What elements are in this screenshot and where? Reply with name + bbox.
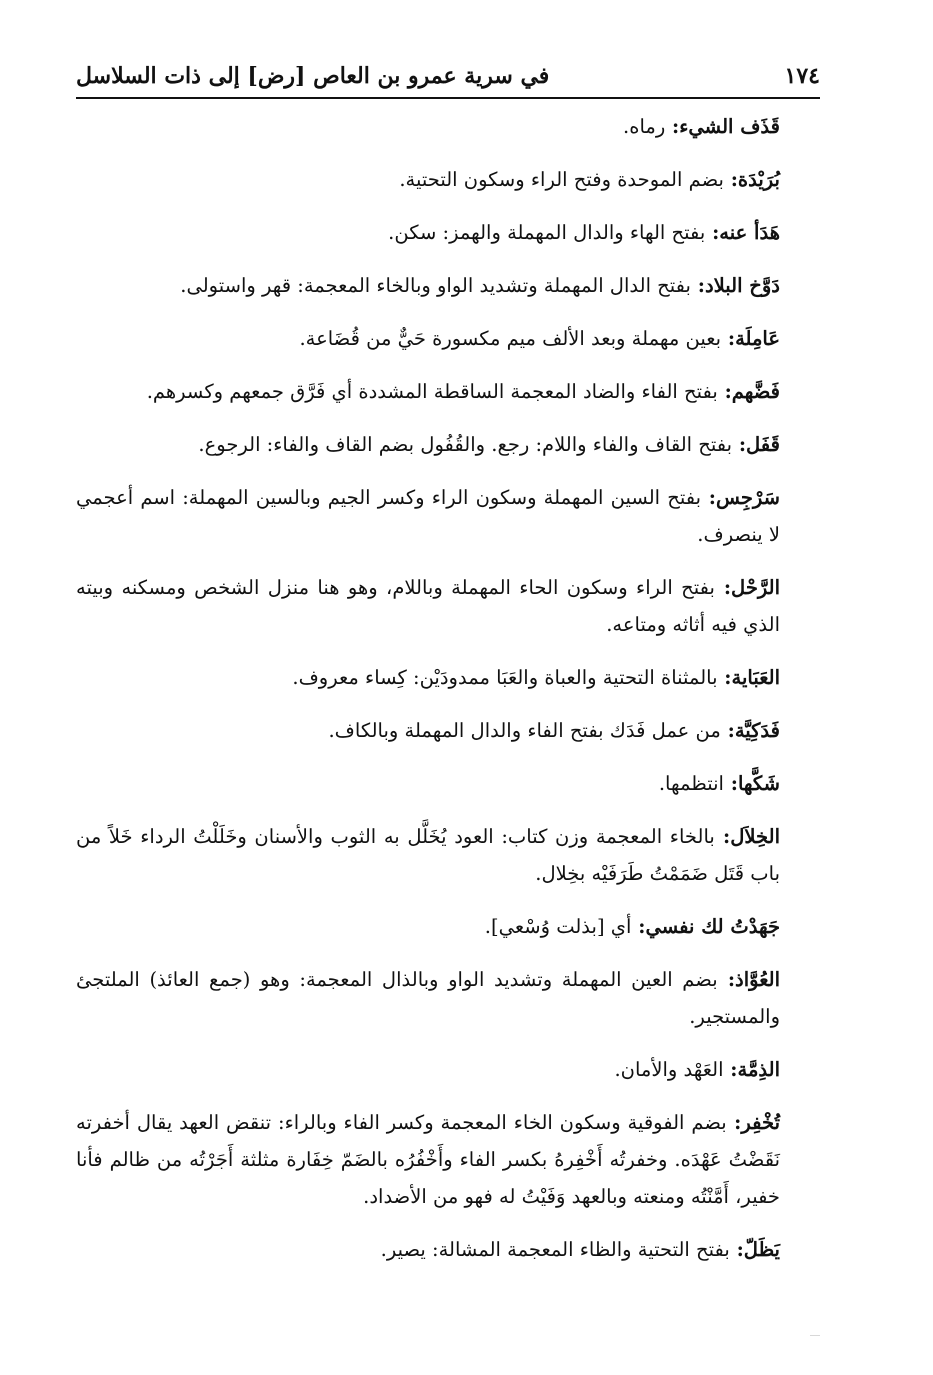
entry-definition: بفتح السين المهملة وسكون الراء وكسر الجيم وبالسين المهملة: اسم أعجمي لا ينصرف. bbox=[76, 486, 780, 546]
glossary-entry: العُوَّاذ: بضم العين المهملة وتشديد الواو وبالذال المعجمة: وهو (جمع العائذ) الملتجئ والمستجير. bbox=[76, 968, 780, 1028]
page-number: ١٧٤ bbox=[784, 63, 820, 89]
glossary-entry: الرَّحْل: بفتح الراء وسكون الحاء المهملة وباللام، وهو هنا منزل الشخص ومسكنه وبيته الذي فيه أثاثه ومتاعه. bbox=[76, 576, 780, 636]
entry-definition: بفتح التحتية والظاء المعجمة المشالة: يصير. bbox=[380, 1238, 730, 1261]
entry-term: سَرْجِس bbox=[715, 486, 780, 509]
entry-term: قَفَل bbox=[746, 433, 780, 456]
glossary-entry: سَرْجِس: بفتح السين المهملة وسكون الراء وكسر الجيم وبالسين المهملة: اسم أعجمي لا ينصرف. bbox=[76, 486, 780, 546]
entry-term: بُرَيْدَة bbox=[737, 168, 780, 191]
glossary-entry: قَذَف الشيء: رماه. bbox=[623, 115, 780, 138]
entry-term: يَظَلّ bbox=[743, 1238, 780, 1261]
entry-term: دَوَّخ البلاد bbox=[704, 274, 780, 297]
entry-definition: بفتح الدال المهملة وتشديد الواو وبالخاء المعجمة: قهر واستولى. bbox=[180, 274, 691, 297]
glossary-entry: تُخْفِر: بضم الفوقية وسكون الخاء المعجمة وكسر الفاء وبالراء: تنقض العهد يقال أخفرته نَقَضْتُ عَهْدَه. وخفرتُه أَخْفِرهُ بكسر الفاء وأَخْفُرُه بالضَمّ خِفَارة مثلثة أَجَرْتُه من ظالم فأنا خفير، أَمَّنْتُه ومنعته وبالعهد وَفَيْتُ له فهو من الأضداد. bbox=[76, 1111, 780, 1208]
glossary-entry: هَدَأ عنه: بفتح الهاء والدال المهملة والهمز: سكن. bbox=[388, 221, 780, 244]
entry-term: جَهَدْتُ لك نفسي bbox=[645, 915, 780, 938]
glossary-entry: الذِمَّة: العَهْد والأمان. bbox=[614, 1058, 780, 1081]
running-title: في سرية عمرو بن العاص [رض] إلى ذات السلاسل bbox=[76, 63, 550, 89]
glossary-entry: دَوَّخ البلاد: بفتح الدال المهملة وتشديد الواو وبالخاء المعجمة: قهر واستولى. bbox=[180, 274, 780, 297]
scan-artifact bbox=[810, 1335, 820, 1336]
header-rule bbox=[76, 97, 820, 99]
glossary-entry: جَهَدْتُ لك نفسي: أي [بذلت وُسْعي]. bbox=[484, 915, 780, 938]
entry-term: تُخْفِر bbox=[741, 1111, 780, 1134]
entry-term: العَبَاية bbox=[731, 666, 780, 689]
glossary-entry: العَبَاية: بالمثناة التحتية والعباة والعَبَا ممدودَيْن: كِساء معروف. bbox=[292, 666, 780, 689]
entry-definition: بفتح الهاء والدال المهملة والهمز: سكن. bbox=[388, 221, 706, 244]
glossary-entry: شَكَّها: انتظمها. bbox=[658, 772, 780, 795]
entry-term: الذِمَّة bbox=[737, 1058, 780, 1081]
entry-definition: بفتح القاف والفاء واللام: رجع. والقُفُول بضم القاف والفاء: الرجوع. bbox=[198, 433, 733, 456]
glossary-entry: فَضَّهم: بفتح الفاء والضاد المعجمة الساقطة المشددة أي فَرَّق جمعهم وكسرهم. bbox=[146, 380, 780, 403]
entry-term: فَضَّهم bbox=[731, 380, 780, 403]
entry-definition: بالمثناة التحتية والعباة والعَبَا ممدودَيْن: كِساء معروف. bbox=[292, 666, 718, 689]
entry-definition: بضم الموحدة وفتح الراء وسكون التحتية. bbox=[399, 168, 724, 191]
glossary-entry: قَفَل: بفتح القاف والفاء واللام: رجع. والقُفُول بضم القاف والفاء: الرجوع. bbox=[198, 433, 780, 456]
entry-term: شَكَّها bbox=[737, 772, 780, 795]
entry-definition: بضم الفوقية وسكون الخاء المعجمة وكسر الفاء وبالراء: تنقض العهد يقال أخفرته نَقَضْتُ عَهْدَه. وخفرتُه أَخْفِرهُ بكسر الفاء وأَخْفُرُه بالضَمّ خِفَارة مثلثة أَجَرْتُه من ظالم فأنا خفير، أَمَّنْتُه ومنعته وبالعهد وَفَيْتُ له فهو من الأضداد. bbox=[76, 1111, 780, 1208]
glossary-entry: يَظَلّ: بفتح التحتية والظاء المعجمة المشالة: يصير. bbox=[380, 1238, 780, 1261]
entry-term: العُوَّاذ bbox=[735, 968, 780, 991]
entry-definition: بعين مهملة وبعد الألف ميم مكسورة حَيٌّ من قُضَاعة. bbox=[299, 327, 722, 350]
entry-definition: بالخاء المعجمة وزن كتاب: العود يُخَلَّل به الثوب والأسنان وخَلَلْتُ الرداء خَلاً من باب قَتَل ضَمَمْتُ طَرَفَيْه بخِلال. bbox=[76, 825, 780, 885]
entry-definition: بضم العين المهملة وتشديد الواو وبالذال المعجمة: وهو (جمع العائذ) الملتجئ والمستجير. bbox=[76, 968, 780, 1028]
entry-term: عَامِلَة bbox=[735, 327, 780, 350]
entry-definition: من عمل فَدَك بفتح الفاء والدال المهملة وبالكاف. bbox=[328, 719, 721, 742]
glossary-entry: بُرَيْدَة: بضم الموحدة وفتح الراء وسكون التحتية. bbox=[399, 168, 780, 191]
glossary-entry: عَامِلَة: بعين مهملة وبعد الألف ميم مكسورة حَيٌّ من قُضَاعة. bbox=[299, 327, 780, 350]
glossary-entry: فَدَكِيَّة: من عمل فَدَك بفتح الفاء والدال المهملة وبالكاف. bbox=[328, 719, 780, 742]
glossary-entry: الخِلاَل: بالخاء المعجمة وزن كتاب: العود يُخَلَّل به الثوب والأسنان وخَلَلْتُ الرداء خَلاً من باب قَتَل ضَمَمْتُ طَرَفَيْه بخِلال. bbox=[76, 825, 780, 885]
page-header bbox=[76, 56, 820, 96]
entry-definition: أي [بذلت وُسْعي]. bbox=[484, 915, 632, 938]
entry-term: هَدَأ عنه bbox=[719, 221, 780, 244]
entry-definition: العَهْد والأمان. bbox=[614, 1058, 724, 1081]
entry-term: فَدَكِيَّة bbox=[734, 719, 780, 742]
entry-definition: بفتح الراء وسكون الحاء المهملة وباللام، وهو هنا منزل الشخص ومسكنه وبيته الذي فيه أثاثه ومتاعه. bbox=[76, 576, 780, 636]
entry-definition: انتظمها. bbox=[658, 772, 724, 795]
entry-term: الخِلاَل bbox=[730, 825, 780, 848]
glossary-entries bbox=[76, 108, 820, 1338]
entry-term: قَذَف الشيء bbox=[679, 115, 780, 138]
entry-term: الرَّحْل bbox=[731, 576, 780, 599]
entry-definition: بفتح الفاء والضاد المعجمة الساقطة المشددة أي فَرَّق جمعهم وكسرهم. bbox=[146, 380, 718, 403]
entry-definition: رماه. bbox=[623, 115, 666, 138]
